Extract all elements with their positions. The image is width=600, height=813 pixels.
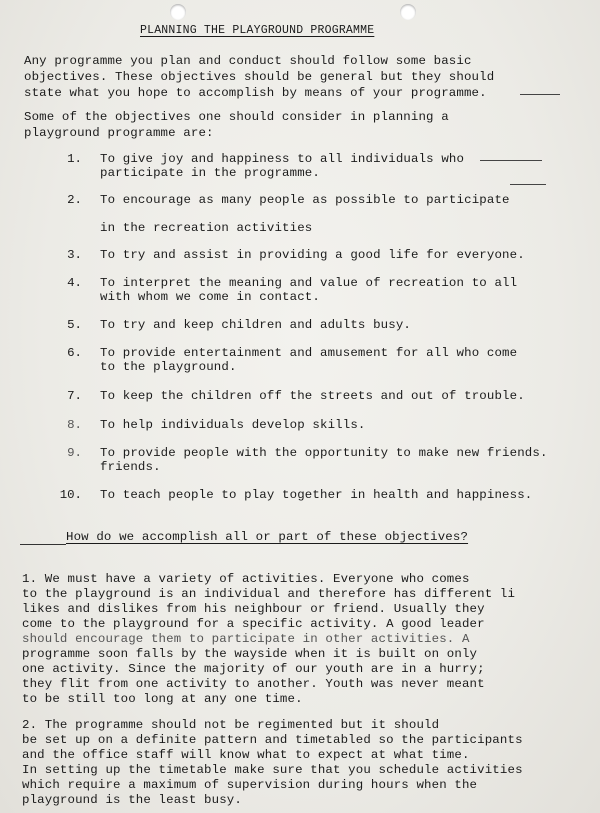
objective-number: 1. [67, 152, 82, 166]
paragraph-line: which require a maximum of supervision during hours when the [22, 778, 478, 792]
paragraph-line: programme soon falls by the wayside when it is built on only [22, 647, 478, 661]
objective-text: To provide people with the opportunity to make new friends. [100, 446, 548, 460]
paragraph-line: one activity. Since the majority of our youth are in a hurry; [22, 662, 485, 676]
lead-in-line: playground programme are: [24, 126, 214, 140]
paragraph-line: to be still too long at any one time. [22, 692, 303, 706]
paragraph-line: they flit from one activity to another. Youth was never meant [22, 677, 485, 691]
lead-in-line: Some of the objectives one should consider in planning a [24, 110, 449, 124]
section-question: How do we accomplish all or part of these objectives? [66, 530, 469, 544]
intro-line: state what you hope to accomplish by means of your programme. [24, 86, 487, 100]
objective-number: 3. [67, 248, 82, 262]
objective-text: participate in the programme. [100, 166, 320, 180]
ink-smudge [480, 160, 542, 161]
objective-text: To teach people to play together in health and happiness. [100, 488, 533, 502]
objective-text: friends. [100, 460, 161, 474]
punch-hole-right [400, 4, 416, 20]
objective-text: To try and assist in providing a good life for everyone. [100, 248, 525, 262]
objective-text: to the playground. [100, 360, 237, 374]
paragraph-line: come to the playground for a specific activity. A good leader [22, 617, 485, 631]
objective-number: 7. [67, 389, 82, 403]
paragraph-line: likes and dislikes from his neighbour or friend. Usually they [22, 602, 485, 616]
paragraph-line: and the office staff will know what to expect at what time. [22, 748, 470, 762]
objective-number: 10. [59, 488, 82, 502]
objective-text: in the recreation activities [100, 221, 313, 235]
objective-number: 4. [67, 276, 82, 290]
page-title: PLANNING THE PLAYGROUND PROGRAMME [140, 24, 375, 37]
question-rule [20, 544, 66, 545]
paragraph-line: to the playground is an individual and therefore has different li [22, 587, 516, 601]
objective-text: To interpret the meaning and value of recreation to all [100, 276, 518, 290]
objective-text: To try and keep children and adults busy. [100, 318, 412, 332]
objective-text: with whom we come in contact. [100, 290, 320, 304]
objective-number: 8. [67, 418, 82, 432]
paragraph-line: 1. We must have a variety of activities. Everyone who comes [22, 572, 470, 586]
paragraph-line: be set up on a definite pattern and timetabled so the participants [22, 733, 523, 747]
paragraph-line: 2. The programme should not be regimented but it should [22, 718, 440, 732]
objective-text: To give joy and happiness to all individuals who [100, 152, 465, 166]
ink-smudge [520, 94, 560, 95]
paragraph-line: playground is the least busy. [22, 793, 242, 807]
ink-smudge [510, 184, 546, 185]
punch-hole-left [170, 4, 186, 20]
paragraph-line: In setting up the timetable make sure that you schedule activities [22, 763, 523, 777]
objective-number: 2. [67, 193, 82, 207]
objective-number: 6. [67, 346, 82, 360]
objective-text: To keep the children off the streets and out of trouble. [100, 389, 525, 403]
objective-number: 9. [67, 446, 82, 460]
objective-text: To encourage as many people as possible to participate [100, 193, 510, 207]
objective-text: To provide entertainment and amusement for all who come [100, 346, 518, 360]
objective-text: To help individuals develop skills. [100, 418, 366, 432]
paragraph-line: should encourage them to participate in other activities. A [22, 632, 470, 646]
intro-line: Any programme you plan and conduct should follow some basic [24, 54, 472, 68]
intro-line: objectives. These objectives should be general but they should [24, 70, 495, 84]
objective-number: 5. [67, 318, 82, 332]
